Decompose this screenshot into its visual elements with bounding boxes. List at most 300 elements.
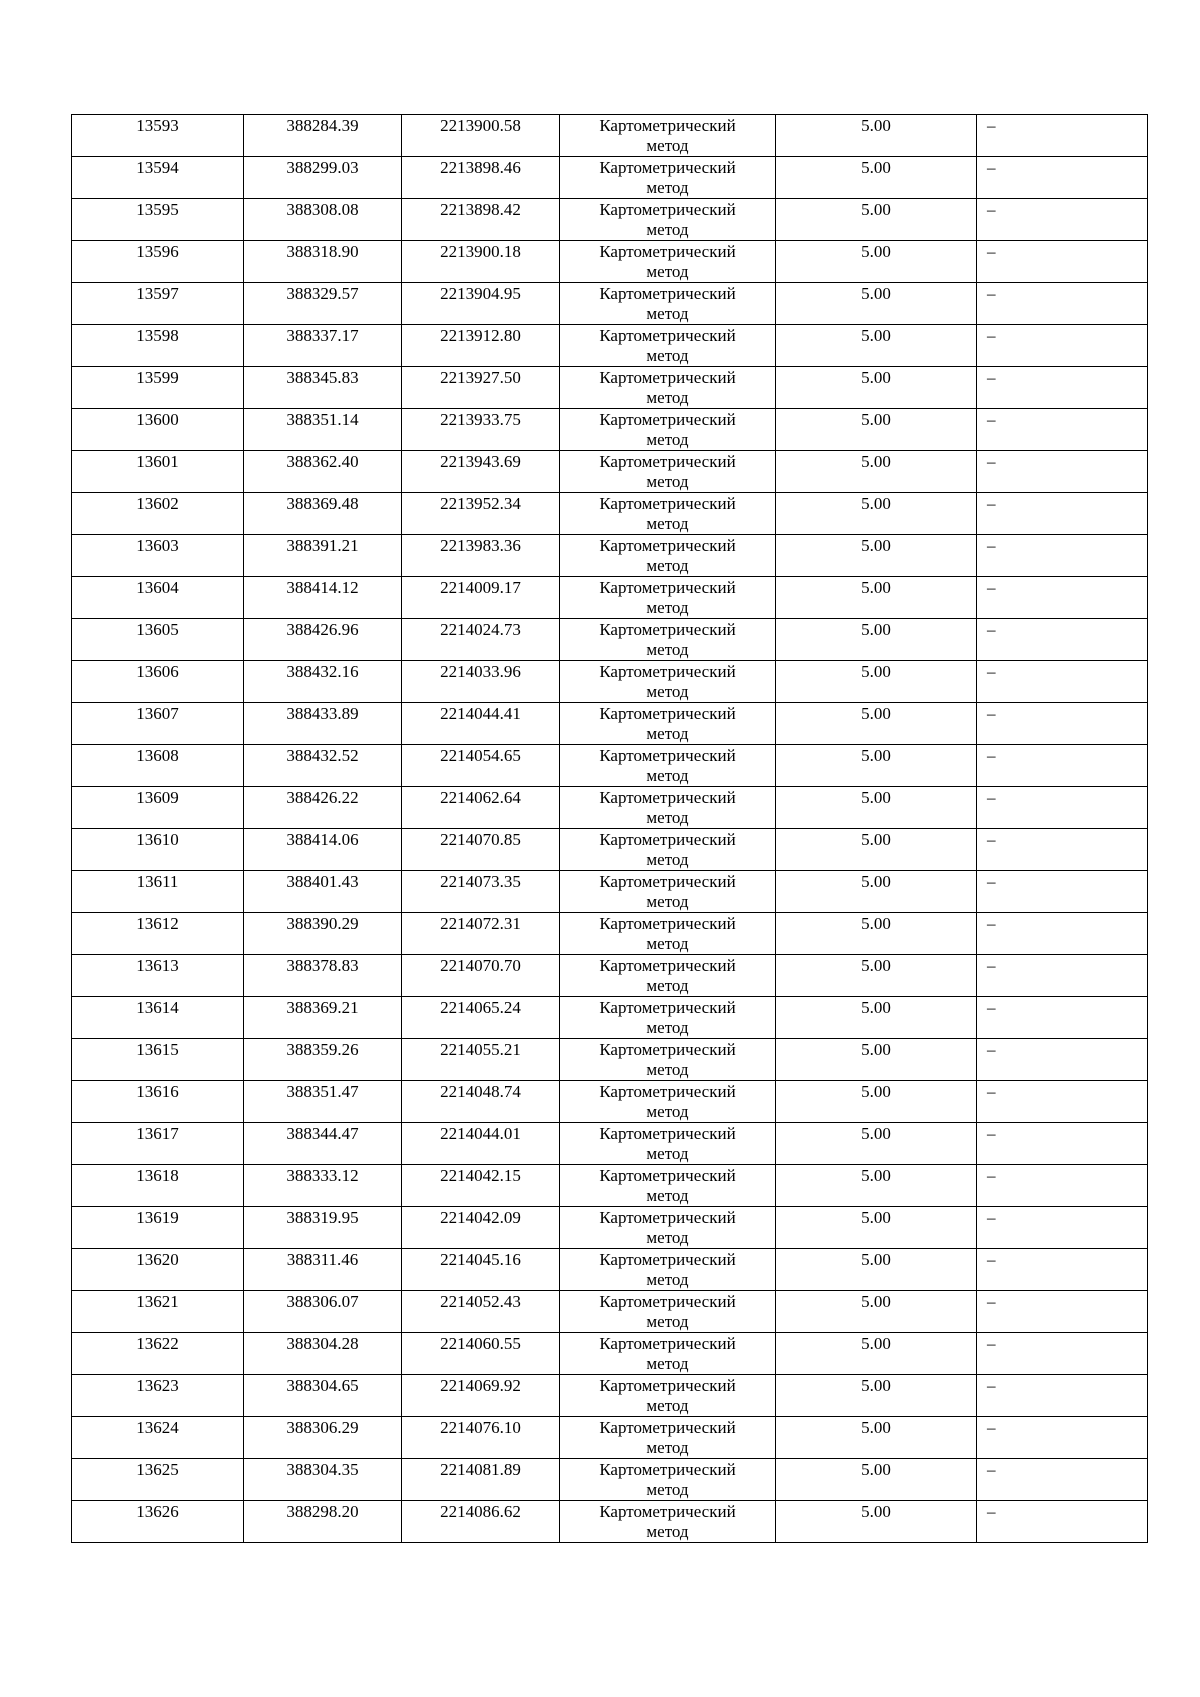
- method-cell: [560, 1207, 776, 1249]
- method-cell: [560, 745, 776, 787]
- table-row: [72, 997, 1148, 1039]
- accuracy-cell: [776, 871, 977, 913]
- accuracy-text: 5.00: [861, 1460, 891, 1479]
- x-coordinate-cell: [244, 619, 402, 661]
- table-row: [72, 1291, 1148, 1333]
- y-coordinate-cell: [402, 493, 560, 535]
- note-cell: [977, 409, 1148, 451]
- point-number-cell: [72, 619, 244, 661]
- accuracy-cell: [776, 703, 977, 745]
- note-cell: [977, 1207, 1148, 1249]
- x-coordinate-cell: [244, 1039, 402, 1081]
- point-number-cell: [72, 661, 244, 703]
- accuracy-text: 5.00: [861, 1418, 891, 1437]
- x-coordinate-text: 388304.65: [286, 1376, 359, 1395]
- note-text: –: [987, 326, 996, 345]
- method-cell: [560, 619, 776, 661]
- point-number-cell: [72, 1291, 244, 1333]
- accuracy-cell: [776, 1459, 977, 1501]
- table-row: [72, 829, 1148, 871]
- note-text: –: [987, 284, 996, 303]
- accuracy-cell: [776, 955, 977, 997]
- point-number-cell: [72, 325, 244, 367]
- point-number-text: 13614: [136, 998, 179, 1017]
- accuracy-cell: [776, 199, 977, 241]
- y-coordinate-cell: [402, 115, 560, 157]
- table-row: [72, 1039, 1148, 1081]
- x-coordinate-text: 388304.28: [286, 1334, 359, 1353]
- accuracy-cell: [776, 745, 977, 787]
- accuracy-cell: [776, 997, 977, 1039]
- x-coordinate-text: 388390.29: [286, 914, 359, 933]
- x-coordinate-cell: [244, 997, 402, 1039]
- note-cell: [977, 913, 1148, 955]
- x-coordinate-cell: [244, 535, 402, 577]
- y-coordinate-text: 2214042.09: [440, 1208, 521, 1227]
- point-number-text: 13605: [136, 620, 179, 639]
- y-coordinate-text: 2214044.01: [440, 1124, 521, 1143]
- table-row: [72, 871, 1148, 913]
- point-number-cell: [72, 829, 244, 871]
- method-line-1: Картометрический: [599, 158, 736, 177]
- accuracy-text: 5.00: [861, 1250, 891, 1269]
- accuracy-text: 5.00: [861, 746, 891, 765]
- note-text: –: [987, 788, 996, 807]
- point-number-text: 13625: [136, 1460, 179, 1479]
- x-coordinate-cell: [244, 367, 402, 409]
- table-row: [72, 535, 1148, 577]
- y-coordinate-cell: [402, 199, 560, 241]
- y-coordinate-text: 2213927.50: [440, 368, 521, 387]
- accuracy-text: 5.00: [861, 662, 891, 681]
- note-text: –: [987, 1334, 996, 1353]
- x-coordinate-text: 388299.03: [286, 158, 359, 177]
- accuracy-text: 5.00: [861, 452, 891, 471]
- method-line-1: Картометрический: [599, 998, 736, 1017]
- note-cell: [977, 493, 1148, 535]
- x-coordinate-cell: [244, 577, 402, 619]
- note-text: –: [987, 116, 996, 135]
- method-line-1: Картометрический: [599, 536, 736, 555]
- method-line-1: Картометрический: [599, 1376, 736, 1395]
- method-cell: [560, 1459, 776, 1501]
- note-cell: [977, 661, 1148, 703]
- y-coordinate-cell: [402, 913, 560, 955]
- x-coordinate-cell: [244, 913, 402, 955]
- y-coordinate-text: 2214070.85: [440, 830, 521, 849]
- accuracy-cell: [776, 283, 977, 325]
- y-coordinate-cell: [402, 1459, 560, 1501]
- x-coordinate-text: 388329.57: [286, 284, 359, 303]
- coordinates-table: [71, 114, 1148, 1543]
- method-cell: [560, 1249, 776, 1291]
- note-text: –: [987, 1082, 996, 1101]
- method-line-1: Картометрический: [599, 830, 736, 849]
- method-line-1: Картометрический: [599, 326, 736, 345]
- note-text: –: [987, 536, 996, 555]
- accuracy-cell: [776, 157, 977, 199]
- method-line-2: метод: [646, 1060, 689, 1079]
- point-number-text: 13603: [136, 536, 179, 555]
- x-coordinate-cell: [244, 829, 402, 871]
- x-coordinate-text: 388426.96: [286, 620, 359, 639]
- x-coordinate-cell: [244, 1333, 402, 1375]
- note-text: –: [987, 1208, 996, 1227]
- accuracy-cell: [776, 409, 977, 451]
- accuracy-text: 5.00: [861, 1292, 891, 1311]
- point-number-text: 13617: [136, 1124, 179, 1143]
- x-coordinate-text: 388284.39: [286, 116, 359, 135]
- table-row: [72, 115, 1148, 157]
- point-number-cell: [72, 493, 244, 535]
- point-number-cell: [72, 367, 244, 409]
- point-number-text: 13595: [136, 200, 179, 219]
- x-coordinate-text: 388306.29: [286, 1418, 359, 1437]
- note-cell: [977, 157, 1148, 199]
- method-line-1: Картометрический: [599, 1460, 736, 1479]
- x-coordinate-cell: [244, 1081, 402, 1123]
- y-coordinate-text: 2214069.92: [440, 1376, 521, 1395]
- point-number-text: 13620: [136, 1250, 179, 1269]
- point-number-text: 13611: [136, 872, 179, 891]
- method-line-2: метод: [646, 1270, 689, 1289]
- note-text: –: [987, 494, 996, 513]
- point-number-text: 13602: [136, 494, 179, 513]
- note-cell: [977, 283, 1148, 325]
- point-number-text: 13626: [136, 1502, 179, 1521]
- x-coordinate-cell: [244, 451, 402, 493]
- y-coordinate-cell: [402, 409, 560, 451]
- y-coordinate-text: 2214044.41: [440, 704, 521, 723]
- accuracy-cell: [776, 1333, 977, 1375]
- method-line-1: Картометрический: [599, 872, 736, 891]
- point-number-cell: [72, 787, 244, 829]
- method-line-2: метод: [646, 1354, 689, 1373]
- x-coordinate-text: 388306.07: [286, 1292, 359, 1311]
- table-row: [72, 1081, 1148, 1123]
- point-number-text: 13609: [136, 788, 179, 807]
- method-cell: [560, 913, 776, 955]
- x-coordinate-text: 388362.40: [286, 452, 359, 471]
- note-cell: [977, 829, 1148, 871]
- accuracy-text: 5.00: [861, 1124, 891, 1143]
- x-coordinate-text: 388308.08: [286, 200, 359, 219]
- point-number-cell: [72, 1459, 244, 1501]
- point-number-cell: [72, 745, 244, 787]
- point-number-text: 13608: [136, 746, 179, 765]
- accuracy-text: 5.00: [861, 620, 891, 639]
- point-number-cell: [72, 1039, 244, 1081]
- point-number-text: 13621: [136, 1292, 179, 1311]
- y-coordinate-cell: [402, 577, 560, 619]
- note-cell: [977, 955, 1148, 997]
- y-coordinate-text: 2214042.15: [440, 1166, 521, 1185]
- method-cell: [560, 1165, 776, 1207]
- method-cell: [560, 577, 776, 619]
- point-number-cell: [72, 1375, 244, 1417]
- table-row: [72, 745, 1148, 787]
- y-coordinate-text: 2213983.36: [440, 536, 521, 555]
- x-coordinate-cell: [244, 871, 402, 913]
- table-row: [72, 1417, 1148, 1459]
- accuracy-cell: [776, 619, 977, 661]
- method-line-1: Картометрический: [599, 1292, 736, 1311]
- x-coordinate-cell: [244, 157, 402, 199]
- accuracy-text: 5.00: [861, 410, 891, 429]
- note-cell: [977, 451, 1148, 493]
- method-cell: [560, 535, 776, 577]
- note-cell: [977, 535, 1148, 577]
- method-cell: [560, 1333, 776, 1375]
- point-number-text: 13598: [136, 326, 179, 345]
- method-line-2: метод: [646, 1186, 689, 1205]
- x-coordinate-cell: [244, 1123, 402, 1165]
- accuracy-cell: [776, 367, 977, 409]
- accuracy-text: 5.00: [861, 1082, 891, 1101]
- method-line-1: Картометрический: [599, 1208, 736, 1227]
- note-text: –: [987, 200, 996, 219]
- y-coordinate-cell: [402, 1207, 560, 1249]
- accuracy-text: 5.00: [861, 578, 891, 597]
- x-coordinate-cell: [244, 1249, 402, 1291]
- y-coordinate-text: 2214033.96: [440, 662, 521, 681]
- x-coordinate-cell: [244, 115, 402, 157]
- point-number-text: 13616: [136, 1082, 179, 1101]
- point-number-cell: [72, 199, 244, 241]
- method-line-2: метод: [646, 976, 689, 995]
- y-coordinate-cell: [402, 1291, 560, 1333]
- y-coordinate-text: 2214081.89: [440, 1460, 521, 1479]
- accuracy-cell: [776, 787, 977, 829]
- table-row: [72, 1207, 1148, 1249]
- table-row: [72, 1375, 1148, 1417]
- point-number-cell: [72, 283, 244, 325]
- note-text: –: [987, 620, 996, 639]
- method-line-2: метод: [646, 1144, 689, 1163]
- x-coordinate-text: 388401.43: [286, 872, 359, 891]
- point-number-cell: [72, 1165, 244, 1207]
- method-cell: [560, 367, 776, 409]
- method-cell: [560, 157, 776, 199]
- table-row: [72, 157, 1148, 199]
- x-coordinate-text: 388319.95: [286, 1208, 359, 1227]
- accuracy-text: 5.00: [861, 116, 891, 135]
- accuracy-cell: [776, 1249, 977, 1291]
- method-line-1: Картометрический: [599, 956, 736, 975]
- x-coordinate-text: 388369.21: [286, 998, 359, 1017]
- method-line-2: метод: [646, 766, 689, 785]
- note-cell: [977, 871, 1148, 913]
- note-text: –: [987, 1418, 996, 1437]
- accuracy-cell: [776, 1207, 977, 1249]
- y-coordinate-cell: [402, 997, 560, 1039]
- table-row: [72, 1459, 1148, 1501]
- note-cell: [977, 1501, 1148, 1543]
- method-line-2: метод: [646, 514, 689, 533]
- table-row: [72, 1249, 1148, 1291]
- method-line-1: Картометрический: [599, 368, 736, 387]
- method-line-2: метод: [646, 304, 689, 323]
- accuracy-text: 5.00: [861, 536, 891, 555]
- note-text: –: [987, 662, 996, 681]
- y-coordinate-text: 2213933.75: [440, 410, 521, 429]
- accuracy-cell: [776, 577, 977, 619]
- method-line-2: метод: [646, 934, 689, 953]
- y-coordinate-cell: [402, 1123, 560, 1165]
- note-cell: [977, 1291, 1148, 1333]
- x-coordinate-text: 388311.46: [286, 1250, 359, 1269]
- table-row: [72, 703, 1148, 745]
- note-text: –: [987, 830, 996, 849]
- method-line-1: Картометрический: [599, 242, 736, 261]
- accuracy-text: 5.00: [861, 200, 891, 219]
- x-coordinate-cell: [244, 1207, 402, 1249]
- note-text: –: [987, 1376, 996, 1395]
- table-row: [72, 367, 1148, 409]
- note-cell: [977, 997, 1148, 1039]
- note-cell: [977, 1375, 1148, 1417]
- method-line-1: Картометрический: [599, 746, 736, 765]
- x-coordinate-cell: [244, 1459, 402, 1501]
- method-cell: [560, 1039, 776, 1081]
- table-body: [72, 115, 1148, 1543]
- method-line-2: метод: [646, 1522, 689, 1541]
- x-coordinate-text: 388378.83: [286, 956, 359, 975]
- note-text: –: [987, 578, 996, 597]
- y-coordinate-text: 2214024.73: [440, 620, 521, 639]
- x-coordinate-cell: [244, 661, 402, 703]
- point-number-cell: [72, 1123, 244, 1165]
- note-text: –: [987, 1250, 996, 1269]
- note-text: –: [987, 1040, 996, 1059]
- method-line-1: Картометрический: [599, 116, 736, 135]
- table-row: [72, 493, 1148, 535]
- note-text: –: [987, 998, 996, 1017]
- method-line-1: Картометрический: [599, 1334, 736, 1353]
- method-line-1: Картометрический: [599, 410, 736, 429]
- note-text: –: [987, 956, 996, 975]
- method-line-1: Картометрический: [599, 1502, 736, 1521]
- point-number-text: 13612: [136, 914, 179, 933]
- x-coordinate-cell: [244, 199, 402, 241]
- note-cell: [977, 1417, 1148, 1459]
- accuracy-text: 5.00: [861, 830, 891, 849]
- point-number-text: 13624: [136, 1418, 179, 1437]
- method-cell: [560, 1123, 776, 1165]
- y-coordinate-cell: [402, 241, 560, 283]
- table-row: [72, 661, 1148, 703]
- y-coordinate-cell: [402, 1417, 560, 1459]
- accuracy-cell: [776, 535, 977, 577]
- method-line-1: Картометрический: [599, 1250, 736, 1269]
- method-cell: [560, 871, 776, 913]
- note-cell: [977, 619, 1148, 661]
- y-coordinate-cell: [402, 283, 560, 325]
- y-coordinate-text: 2214073.35: [440, 872, 521, 891]
- x-coordinate-text: 388369.48: [286, 494, 359, 513]
- x-coordinate-cell: [244, 1417, 402, 1459]
- accuracy-text: 5.00: [861, 1376, 891, 1395]
- y-coordinate-text: 2214086.62: [440, 1502, 521, 1521]
- y-coordinate-cell: [402, 787, 560, 829]
- accuracy-cell: [776, 115, 977, 157]
- y-coordinate-text: 2214076.10: [440, 1418, 521, 1437]
- x-coordinate-text: 388414.12: [286, 578, 359, 597]
- method-cell: [560, 1417, 776, 1459]
- accuracy-text: 5.00: [861, 998, 891, 1017]
- method-line-2: метод: [646, 262, 689, 281]
- x-coordinate-text: 388318.90: [286, 242, 359, 261]
- accuracy-cell: [776, 913, 977, 955]
- y-coordinate-text: 2213898.46: [440, 158, 521, 177]
- x-coordinate-cell: [244, 745, 402, 787]
- y-coordinate-cell: [402, 157, 560, 199]
- accuracy-cell: [776, 241, 977, 283]
- method-line-2: метод: [646, 1102, 689, 1121]
- note-text: –: [987, 452, 996, 471]
- note-text: –: [987, 242, 996, 261]
- accuracy-cell: [776, 1081, 977, 1123]
- note-cell: [977, 1333, 1148, 1375]
- x-coordinate-cell: [244, 283, 402, 325]
- accuracy-text: 5.00: [861, 368, 891, 387]
- x-coordinate-cell: [244, 1165, 402, 1207]
- method-line-1: Картометрический: [599, 452, 736, 471]
- method-line-2: метод: [646, 1018, 689, 1037]
- method-line-2: метод: [646, 178, 689, 197]
- x-coordinate-text: 388391.21: [286, 536, 359, 555]
- method-line-2: метод: [646, 136, 689, 155]
- y-coordinate-cell: [402, 661, 560, 703]
- point-number-cell: [72, 913, 244, 955]
- point-number-cell: [72, 577, 244, 619]
- method-line-2: метод: [646, 430, 689, 449]
- point-number-text: 13599: [136, 368, 179, 387]
- y-coordinate-text: 2214065.24: [440, 998, 521, 1017]
- accuracy-text: 5.00: [861, 956, 891, 975]
- note-cell: [977, 367, 1148, 409]
- method-line-1: Картометрический: [599, 914, 736, 933]
- point-number-text: 13610: [136, 830, 179, 849]
- method-cell: [560, 409, 776, 451]
- y-coordinate-text: 2213952.34: [440, 494, 521, 513]
- point-number-cell: [72, 1081, 244, 1123]
- method-line-2: метод: [646, 388, 689, 407]
- method-line-1: Картометрический: [599, 1040, 736, 1059]
- accuracy-cell: [776, 661, 977, 703]
- method-line-1: Картометрический: [599, 1418, 736, 1437]
- method-cell: [560, 1291, 776, 1333]
- y-coordinate-cell: [402, 367, 560, 409]
- point-number-text: 13597: [136, 284, 179, 303]
- y-coordinate-cell: [402, 1039, 560, 1081]
- point-number-cell: [72, 703, 244, 745]
- table-row: [72, 913, 1148, 955]
- table-row: [72, 1165, 1148, 1207]
- method-cell: [560, 1081, 776, 1123]
- table-row: [72, 1501, 1148, 1543]
- note-text: –: [987, 410, 996, 429]
- method-cell: [560, 1501, 776, 1543]
- x-coordinate-text: 388351.14: [286, 410, 359, 429]
- accuracy-text: 5.00: [861, 284, 891, 303]
- y-coordinate-text: 2214062.64: [440, 788, 521, 807]
- y-coordinate-text: 2213900.58: [440, 116, 521, 135]
- table-row: [72, 241, 1148, 283]
- accuracy-text: 5.00: [861, 1208, 891, 1227]
- accuracy-text: 5.00: [861, 494, 891, 513]
- point-number-text: 13607: [136, 704, 179, 723]
